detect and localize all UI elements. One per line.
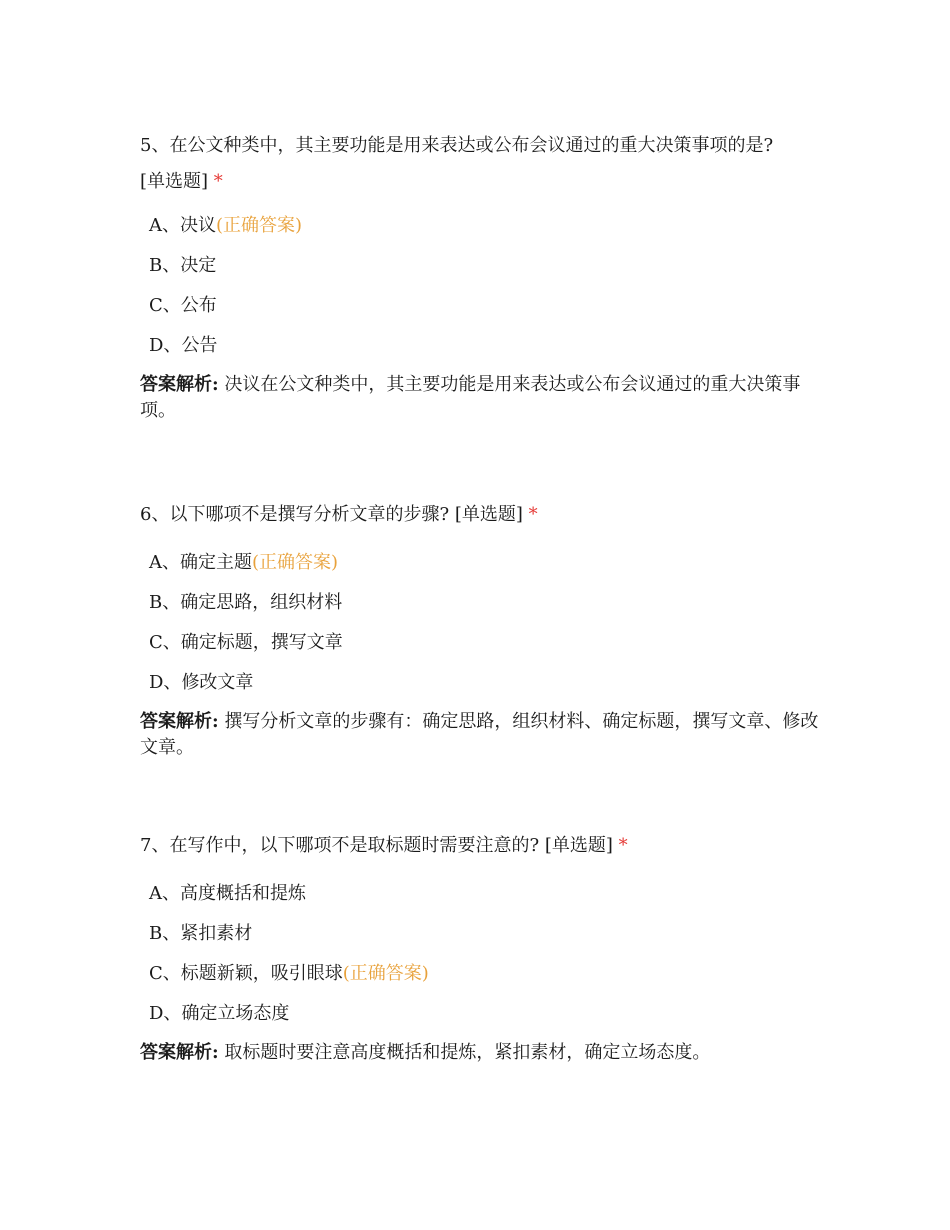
option-d: D、确定立场态度 (149, 1003, 290, 1024)
question-type: [单选题] (544, 835, 613, 856)
required-mark: * (528, 504, 538, 525)
question-7 (140, 828, 820, 1066)
option-a: A、高度概括和提炼 (149, 883, 306, 904)
option-d: D、修改文章 (149, 672, 254, 693)
option-list (140, 543, 820, 703)
option-list (140, 206, 820, 366)
option-a: A、确定主题(正确答案) (149, 552, 339, 573)
question-title (140, 128, 820, 200)
option-b: B、紧扣素材 (149, 923, 253, 944)
question-text: 5、在公文种类中，其主要功能是用来表达或公布会议通过的重大决策事项的是? (140, 135, 774, 156)
question-title (140, 828, 820, 864)
answer-analysis (140, 709, 820, 761)
required-mark: * (618, 835, 628, 856)
option-d: D、公告 (149, 335, 218, 356)
question-type: [单选题] (140, 171, 209, 192)
analysis-label: 答案解析: (140, 711, 219, 732)
option-b: B、确定思路，组织材料 (149, 592, 343, 613)
correct-answer-tag: (正确答案) (216, 215, 303, 236)
correct-answer-tag: (正确答案) (342, 963, 429, 984)
analysis-label: 答案解析: (140, 1042, 219, 1063)
option-c: C、标题新颖，吸引眼球(正确答案) (149, 963, 429, 984)
option-c: C、确定标题，撰写文章 (149, 632, 343, 653)
option-a: A、决议(正确答案) (149, 215, 303, 236)
required-mark: * (213, 171, 223, 192)
answer-analysis (140, 1040, 820, 1066)
analysis-label: 答案解析: (140, 374, 219, 395)
analysis-text: 撰写分析文章的步骤有：确定思路，组织材料、确定标题，撰写文章、修改文章。 (140, 711, 819, 758)
question-text: 6、以下哪项不是撰写分析文章的步骤? (140, 504, 450, 525)
question-text: 7、在写作中，以下哪项不是取标题时需要注意的? (140, 835, 540, 856)
question-5 (140, 128, 820, 424)
question-title (140, 497, 820, 533)
correct-answer-tag: (正确答案) (252, 552, 339, 573)
analysis-text: 决议在公文种类中，其主要功能是用来表达或公布会议通过的重大决策事项。 (140, 374, 801, 421)
question-6 (140, 497, 820, 761)
option-c: C、公布 (149, 295, 217, 316)
option-b: B、决定 (149, 255, 217, 276)
option-list (140, 874, 820, 1034)
analysis-text: 取标题时要注意高度概括和提炼，紧扣素材，确定立场态度。 (224, 1042, 711, 1063)
answer-analysis (140, 372, 820, 424)
question-type: [单选题] (454, 504, 523, 525)
